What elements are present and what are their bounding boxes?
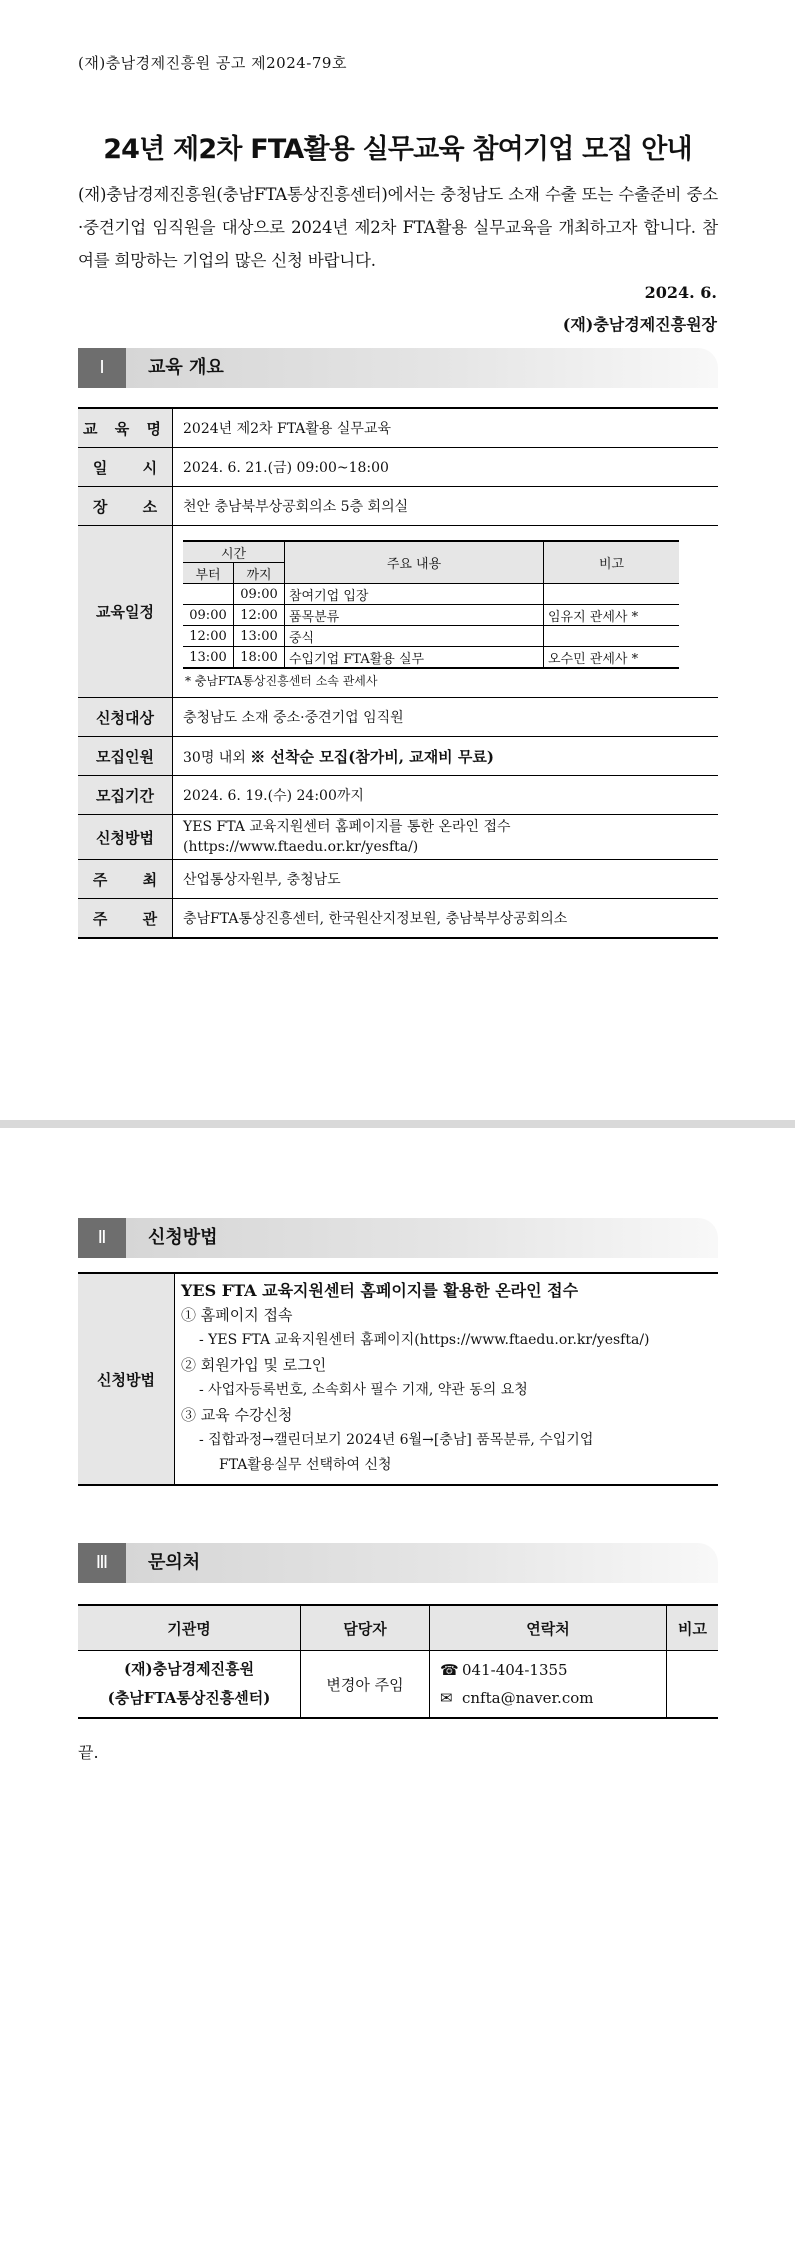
row-header: 신청방법 bbox=[78, 1273, 175, 1485]
schedule-note bbox=[544, 584, 680, 605]
schedule-to: 12:00 bbox=[234, 605, 285, 626]
row-header: 장 소 bbox=[78, 487, 173, 526]
schedule-row bbox=[183, 626, 679, 647]
application-content bbox=[175, 1273, 719, 1485]
step-3-detail-continued: FTA활용실무 선택하여 신청 bbox=[219, 1457, 392, 1473]
application-table bbox=[78, 1272, 718, 1486]
recruit-emphasis: ※ 선착순 모집(참가비, 교재비 무료) bbox=[250, 747, 494, 766]
schedule-table bbox=[183, 540, 679, 669]
schedule-to: 18:00 bbox=[234, 647, 285, 669]
schedule-header-from: 부터 bbox=[183, 563, 234, 584]
schedule-cell bbox=[173, 526, 719, 698]
row-header: 모집기간 bbox=[78, 776, 173, 815]
section-header-application bbox=[78, 1218, 718, 1258]
person-cell: 변경아 주임 bbox=[301, 1651, 430, 1719]
schedule-from: 12:00 bbox=[183, 626, 234, 647]
row-header: 교육일정 bbox=[78, 526, 173, 698]
step-3-detail: - 집합과정→캘린더보기 2024년 6월→[충남] 품목분류, 수입기업 bbox=[199, 1432, 594, 1448]
schedule-content: 수입기업 FTA활용 실무 bbox=[285, 647, 544, 669]
section-title: 신청방법 bbox=[148, 1227, 218, 1248]
method-url: (https://www.ftaedu.or.kr/yesfta/) bbox=[183, 839, 419, 855]
envelope-icon: ✉ bbox=[440, 1689, 453, 1707]
step-2: ② 회원가입 및 로그인 bbox=[181, 1356, 327, 1374]
schedule-to: 09:00 bbox=[234, 584, 285, 605]
note-cell bbox=[667, 1651, 719, 1719]
schedule-from: 13:00 bbox=[183, 647, 234, 669]
table-row bbox=[78, 408, 718, 448]
row-header: 교 육 명 bbox=[78, 408, 173, 448]
step-1: ① 홈페이지 접속 bbox=[181, 1306, 293, 1324]
notice-number: (재)충남경제진흥원 공고 제2024-79호 bbox=[78, 54, 347, 72]
edu-name-value: 2024년 제2차 FTA활용 실무교육 bbox=[173, 408, 719, 448]
section-number: Ⅰ bbox=[78, 348, 126, 388]
header-note: 비고 bbox=[667, 1605, 719, 1651]
row-header: 주 최 bbox=[78, 860, 173, 899]
end-mark: 끝. bbox=[78, 1743, 99, 1762]
table-row bbox=[78, 698, 718, 737]
intro-paragraph: (재)충남경제진흥원(충남FTA통상진흥센터)에서는 충청남도 소재 수출 또는 수출준비 중소·중견기업 임직원을 대상으로 2024년 제2차 FTA활용 실무교육을 개최하고자 합니다. 참여를 희망하는 기업의 많은 신청 바랍니다. bbox=[78, 185, 718, 270]
schedule-content: 중식 bbox=[285, 626, 544, 647]
header-person: 담당자 bbox=[301, 1605, 430, 1651]
schedule-content: 참여기업 입장 bbox=[285, 584, 544, 605]
schedule-to: 13:00 bbox=[234, 626, 285, 647]
table-row bbox=[78, 815, 718, 860]
phone-number: 041-404-1355 bbox=[462, 1661, 568, 1679]
organizer-value: 충남FTA통상진흥센터, 한국원산지정보원, 충남북부상공회의소 bbox=[173, 899, 719, 939]
email-address[interactable]: cnfta@naver.com bbox=[462, 1689, 594, 1707]
row-header: 일 시 bbox=[78, 448, 173, 487]
row-header: 신청대상 bbox=[78, 698, 173, 737]
row-header: 모집인원 bbox=[78, 737, 173, 776]
schedule-row bbox=[183, 584, 679, 605]
table-row bbox=[78, 776, 718, 815]
section-number: Ⅱ bbox=[78, 1218, 126, 1258]
schedule-row bbox=[183, 605, 679, 626]
contact-cell bbox=[430, 1651, 667, 1719]
schedule-header-time: 시간 bbox=[183, 541, 285, 563]
schedule-header-content: 주요 내용 bbox=[285, 541, 544, 584]
step-3: ③ 교육 수강신청 bbox=[181, 1406, 293, 1424]
schedule-note: 오수민 관세사 * bbox=[544, 647, 680, 669]
section-title: 교육 개요 bbox=[148, 357, 224, 378]
table-row bbox=[78, 737, 718, 776]
schedule-footnote: * 충남FTA통상진흥센터 소속 관세사 bbox=[185, 674, 378, 688]
page-1 bbox=[0, 0, 795, 1120]
section-header-overview bbox=[78, 348, 718, 388]
contact-table bbox=[78, 1604, 718, 1719]
step-1-detail: - YES FTA 교육지원센터 홈페이지(https://www.ftaedu.or.kr/yesfta/) bbox=[199, 1332, 650, 1348]
schedule-note: 임유지 관세사 * bbox=[544, 605, 680, 626]
step-2-detail: - 사업자등록번호, 소속회사 필수 기재, 약관 동의 요청 bbox=[199, 1382, 528, 1398]
section-number: Ⅲ bbox=[78, 1543, 126, 1583]
page-title: 24년 제2차 FTA활용 실무교육 참여기업 모집 안내 bbox=[103, 134, 692, 165]
table-row bbox=[78, 899, 718, 939]
row-header: 신청방법 bbox=[78, 815, 173, 860]
period-value: 2024. 6. 19.(수) 24:00까지 bbox=[173, 776, 719, 815]
target-value: 충청남도 소재 중소·중견기업 임직원 bbox=[173, 698, 719, 737]
schedule-header-note: 비고 bbox=[544, 541, 680, 584]
notice-date: 2024. 6. bbox=[644, 283, 717, 302]
table-row bbox=[78, 448, 718, 487]
method-value: YES FTA 교육지원센터 홈페이지를 통한 온라인 접수 (https://www.ftaedu.or.kr/yesfta/) bbox=[173, 815, 719, 860]
issuer-name: (재)충남경제진흥원장 bbox=[562, 315, 717, 334]
table-row bbox=[78, 1651, 718, 1719]
telephone-icon: ☎ bbox=[440, 1661, 459, 1679]
table-row bbox=[78, 860, 718, 899]
recruit-value: 30명 내외 ※ 선착순 모집(참가비, 교재비 무료) bbox=[173, 737, 719, 776]
org-cell: (재)충남경제진흥원 (충남FTA통상진흥센터) bbox=[78, 1651, 301, 1719]
table-row bbox=[78, 526, 718, 698]
schedule-content: 품목분류 bbox=[285, 605, 544, 626]
schedule-note bbox=[544, 626, 680, 647]
header-org: 기관명 bbox=[78, 1605, 301, 1651]
application-heading: YES FTA 교육지원센터 홈페이지를 활용한 온라인 접수 bbox=[181, 1281, 579, 1300]
schedule-from: 09:00 bbox=[183, 605, 234, 626]
place-value: 천안 충남북부상공회의소 5층 회의실 bbox=[173, 487, 719, 526]
host-value: 산업통상자원부, 충청남도 bbox=[173, 860, 719, 899]
table-row bbox=[78, 487, 718, 526]
overview-table bbox=[78, 407, 718, 939]
schedule-from bbox=[183, 584, 234, 605]
schedule-row bbox=[183, 647, 679, 669]
schedule-header-to: 까지 bbox=[234, 563, 285, 584]
section-header-contact bbox=[78, 1543, 718, 1583]
header-contact: 연락처 bbox=[430, 1605, 667, 1651]
section-title: 문의처 bbox=[148, 1552, 201, 1573]
row-header: 주 관 bbox=[78, 899, 173, 939]
datetime-value: 2024. 6. 21.(금) 09:00~18:00 bbox=[173, 448, 719, 487]
